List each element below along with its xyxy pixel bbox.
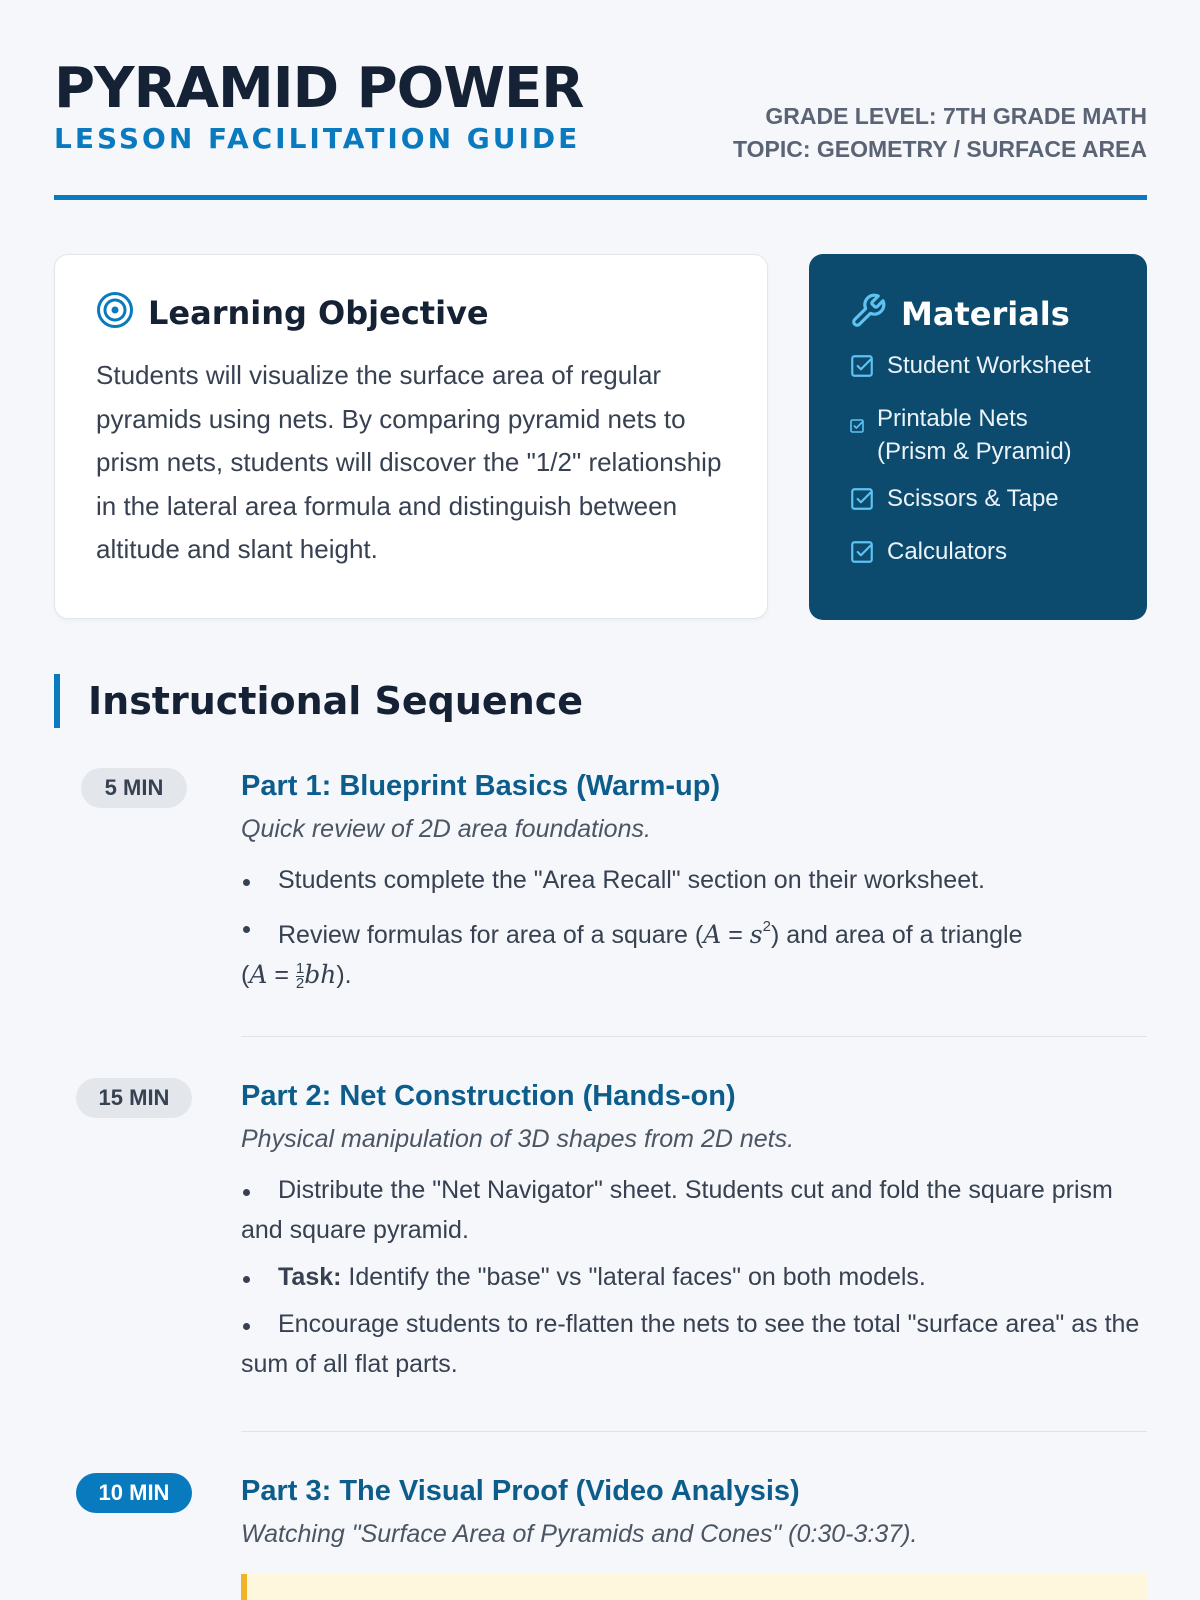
list-item — [849, 482, 1111, 521]
task-text: Identify the "base" vs "lateral faces" on both models. — [341, 1263, 926, 1291]
target-icon — [96, 291, 134, 334]
list-item — [849, 402, 1111, 468]
step-subtitle: Watching "Surface Area of Pyramids and Cones" (0:30-3:37). — [241, 1520, 918, 1548]
learning-objective-card — [54, 254, 768, 619]
step-title: Part 1: Blueprint Basics (Warm-up) — [241, 770, 721, 802]
divider — [241, 1036, 1147, 1037]
checkbox-icon — [849, 410, 865, 443]
materials-card — [809, 254, 1147, 620]
list-item: Review formulas for area of a square $(A = s^2)$ and area of a triangle (A = $\frac{1}{2}$ bh). — [241, 907, 1147, 995]
wrench-icon — [849, 292, 887, 335]
list-item: Distribute the "Net Navigator" sheet. Students cut and fold the square prism and square pyramid. — [241, 1170, 1147, 1250]
step-bullets — [241, 1170, 1147, 1384]
lesson-meta — [733, 100, 1147, 166]
checkbox-icon — [849, 486, 875, 521]
material-label: Calculators — [887, 538, 1008, 565]
objective-header — [96, 291, 727, 334]
guided-note-box — [241, 1574, 1147, 1600]
divider — [241, 1431, 1147, 1432]
topic: TOPIC: GEOMETRY / SURFACE AREA — [732, 136, 1147, 162]
task-label: Task: — [278, 1263, 342, 1291]
page-subtitle: LESSON FACILITATION GUIDE — [54, 122, 581, 155]
list-item — [849, 349, 1111, 388]
step-title: Part 3: The Visual Proof (Video Analysis) — [241, 1475, 800, 1507]
step-subtitle: Quick review of 2D area foundations. — [241, 815, 651, 843]
list-item — [849, 535, 1111, 574]
objective-text: Students will visualize the surface area of regular pyramids using nets. By comparing pyramid nets to prism nets, students will discover the "1/2" relationship in the lateral area formula and distinguish between altitude and slant height. — [96, 360, 722, 564]
step-title: Part 2: Net Construction (Hands-on) — [241, 1080, 736, 1112]
duration-badge: 5 MIN — [81, 768, 187, 808]
objective-title: Learning Objective — [148, 293, 489, 332]
checkbox-icon — [849, 539, 875, 574]
checkbox-icon — [849, 353, 875, 388]
step-subtitle: Physical manipulation of 3D shapes from 2D nets. — [241, 1125, 795, 1153]
page-title: PYRAMID POWER — [54, 56, 584, 121]
material-label: Scissors & Tape — [887, 485, 1059, 512]
list-item: Students complete the "Area Recall" section on their worksheet. — [241, 860, 1147, 900]
section-heading: Instructional Sequence — [54, 674, 583, 728]
step-body — [241, 768, 1147, 1002]
material-label: Printable Nets (Prism & Pyramid) — [877, 405, 1072, 465]
page-header — [54, 58, 1147, 200]
list-item: Encourage students to re-flatten the nets to see the total "surface area" as the sum of all flat parts. — [241, 1304, 1147, 1384]
duration-badge: 10 MIN — [76, 1473, 192, 1513]
materials-header — [849, 292, 1111, 335]
step-body — [241, 1078, 1147, 1391]
materials-list — [849, 349, 1111, 574]
duration-badge: 15 MIN — [76, 1078, 192, 1118]
grade-level: GRADE LEVEL: 7TH GRADE MATH — [765, 103, 1147, 129]
list-item — [241, 1257, 1147, 1297]
step-bullets — [241, 860, 1147, 995]
material-label: Student Worksheet — [887, 352, 1091, 379]
step-body — [241, 1473, 1147, 1551]
materials-title: Materials — [901, 294, 1070, 333]
